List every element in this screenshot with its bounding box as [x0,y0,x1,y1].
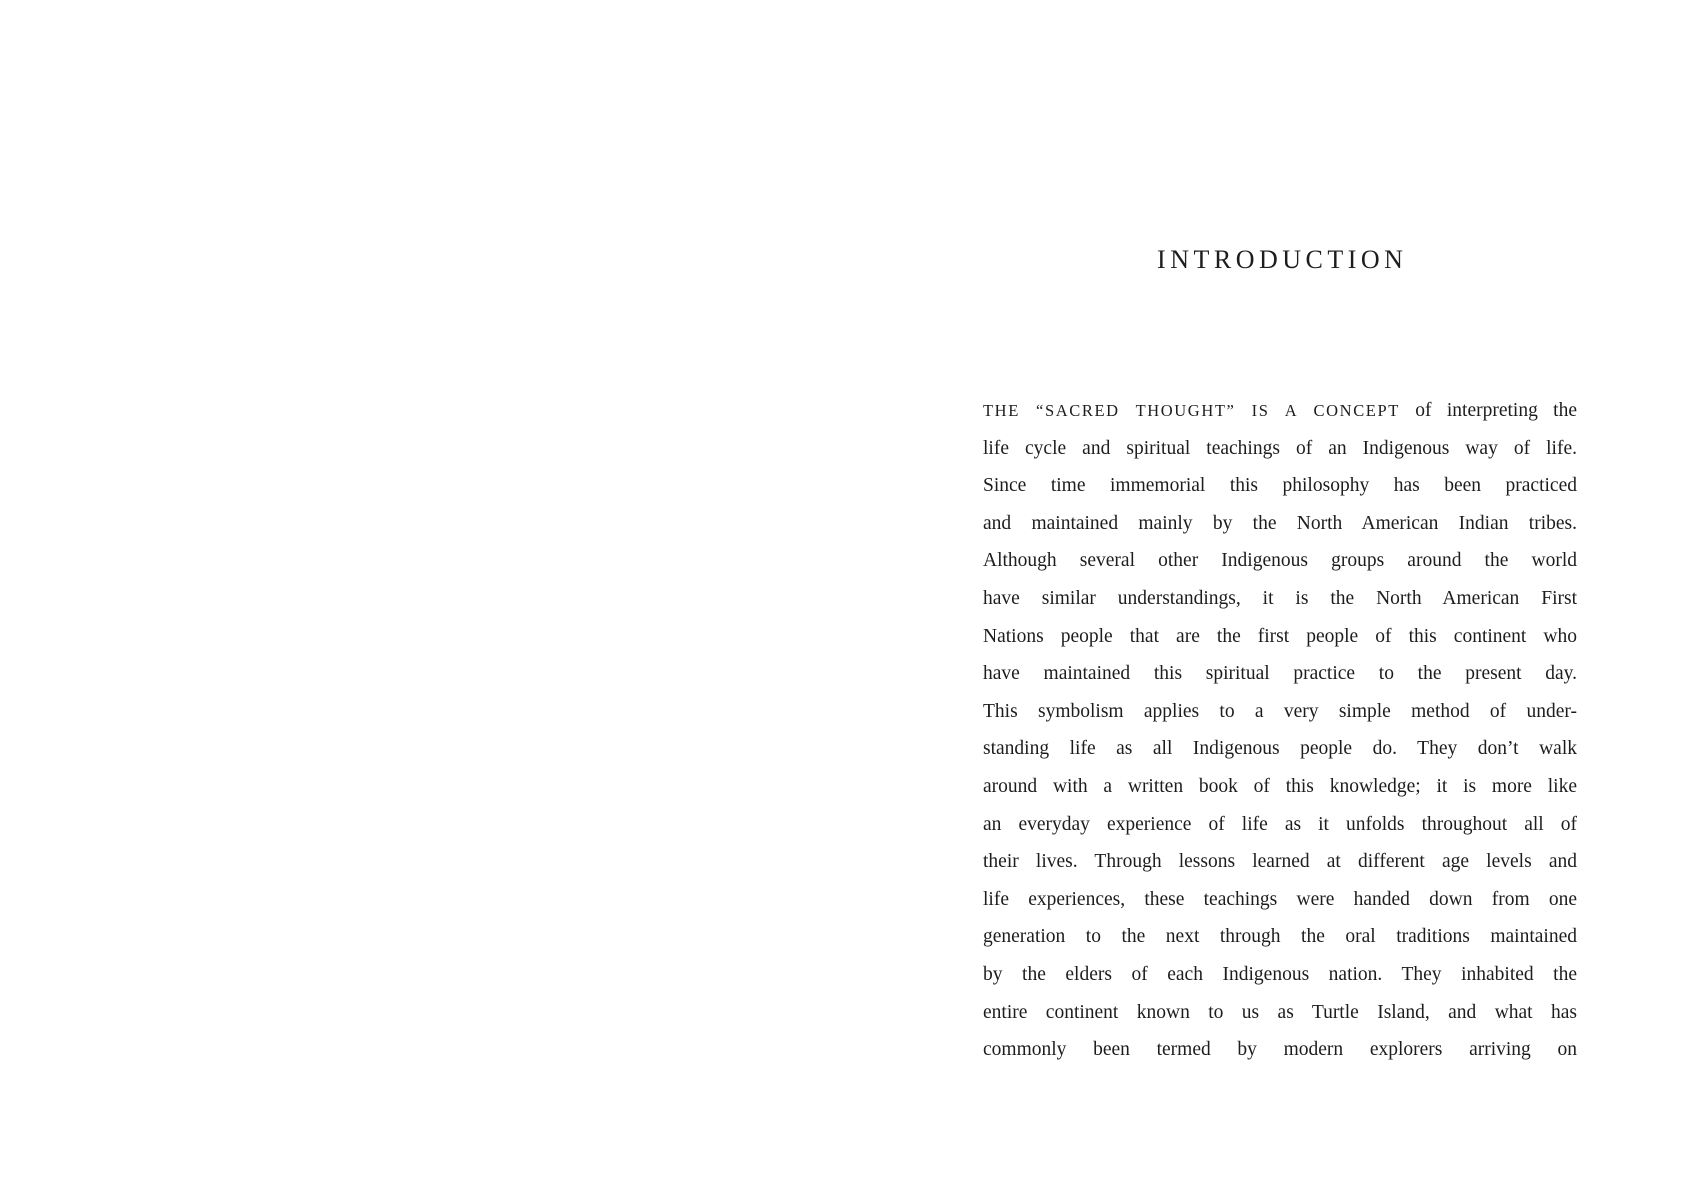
text-line: their lives. Through lessons learned at different age levels and [983,851,1577,873]
text-line: entire continent known to us as Turtle Island, and what has [983,1001,1577,1023]
text-line: commonly been termed by modern explorers arriving on [983,1039,1577,1061]
text-line: have similar understandings, it is the North American First [983,587,1577,609]
text-line: around with a written book of this knowledge; it is more like [983,775,1577,797]
text-line: Nations people that are the first people of this continent who [983,625,1577,647]
text-line: generation to the next through the oral traditions maintained [983,926,1577,948]
text-line: standing life as all Indigenous people do. They don’t walk [983,738,1577,760]
body-paragraph [983,392,1577,1069]
text-line: Although several other Indigenous groups around the world [983,550,1577,572]
text-line: have maintained this spiritual practice to the present day. [983,663,1577,685]
text-line: an everyday experience of life as it unfolds throughout all of [983,813,1577,835]
lead-in-rest: of interpreting the [1399,400,1578,421]
paragraph-lines [983,430,1577,1069]
chapter-heading: INTRODUCTION [1157,245,1408,274]
text-line: and maintained mainly by the North American Indian tribes. [983,512,1577,534]
lead-in-small-caps: THE “SACRED THOUGHT” IS A CONCEPT [983,401,1400,420]
text-line-first [983,392,1577,430]
text-line: life cycle and spiritual teachings of an Indigenous way of life. [983,437,1577,459]
text-line: This symbolism applies to a very simple method of under- [983,700,1577,722]
text-line: by the elders of each Indigenous nation. They inhabited the [983,963,1577,985]
text-line: life experiences, these teachings were handed down from one [983,888,1577,910]
text-line: Since time immemorial this philosophy has been practiced [983,475,1577,497]
left-page-blank [0,0,851,1200]
